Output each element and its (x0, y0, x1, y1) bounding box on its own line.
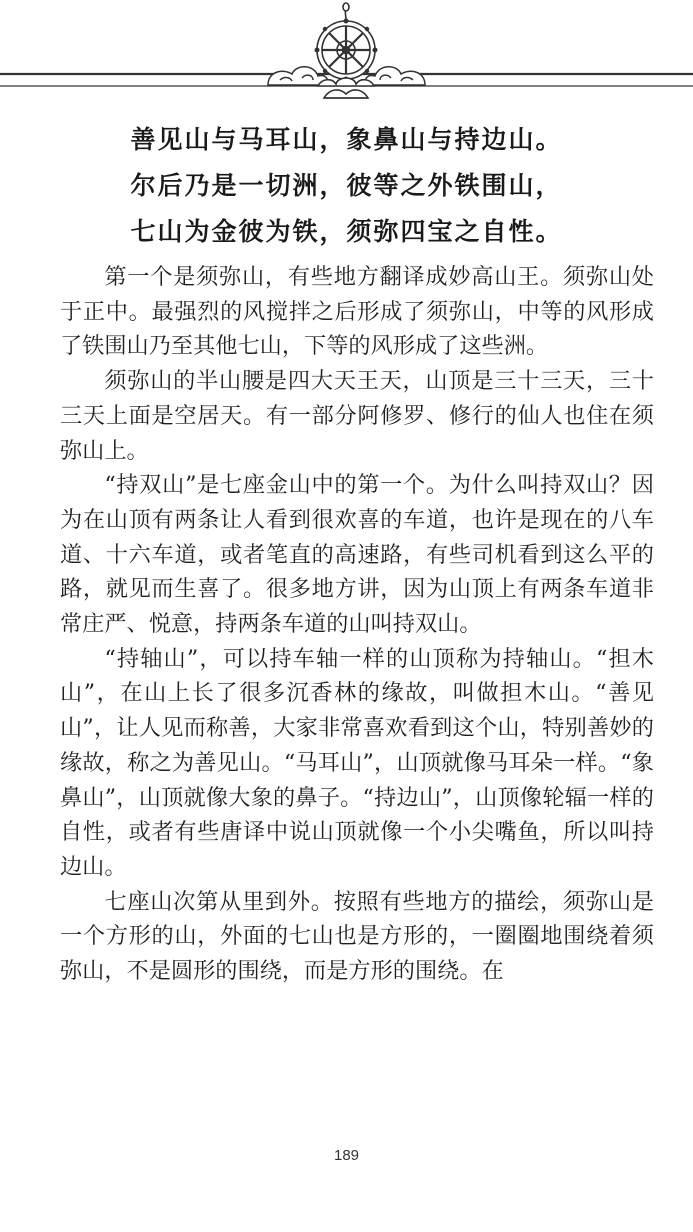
paragraph: “持双山”是七座金山中的第一个。为什么叫持双山？因为在山顶有两条让人看到很欢喜的车道，也许是现在的八车道、十六车道，或者笔直的高速路，有些司机看到这么平的路，就见而生喜了。很多地方讲，因为山顶上有两条车道非常庄严、悦意，持两条车道的山叫持双山。 (60, 472, 654, 638)
paragraph: 七座山次第从里到外。按照有些地方的描绘，须弥山是一个方形的山，外面的七山也是方形的，一圈圈地围绕着须弥山，不是圆形的围绕，而是方形的围绕。在 (60, 888, 654, 985)
verse-line: 七山为金彼为铁，须弥四宝之自性。 (130, 217, 563, 246)
verse-block (0, 117, 693, 255)
dharma-wheel-icon (315, 3, 378, 98)
page-header-ornament (0, 0, 693, 110)
verse-line: 善见山与马耳山，象鼻山与持边山。 (130, 125, 563, 154)
paragraph: 须弥山的半山腰是四大天王天，山顶是三十三天，三十三天上面是空居天。有一部分阿修罗、修行的仙人也住在须弥山上。 (60, 368, 654, 464)
left-cloud-icon (268, 67, 328, 85)
paragraph: “持轴山”，可以持车轴一样的山顶称为持轴山。“担木山”，在山上长了很多沉香林的缘故，叫做担木山。“善见山”，让人见而称善，大家非常喜欢看到这个山，特别善妙的缘故，称之为善见山。“马耳山”，山顶就像马耳朵一样。“象鼻山”，山顶就像大象的鼻子。“持边山”，山顶像轮辐一样的自性，或者有些唐译中说山顶就像一个小尖嘴鱼，所以叫持边山。 (60, 645, 654, 880)
paragraph: 第一个是须弥山，有些地方翻译成妙高山王。须弥山处于正中。最强烈的风搅拌之后形成了须弥山，中等的风形成了铁围山乃至其他七山，下等的风形成了这些洲。 (60, 264, 654, 360)
right-cloud-icon (365, 67, 425, 85)
commentary-text (60, 260, 654, 989)
verse-line: 尔后乃是一切洲，彼等之外铁围山， (130, 171, 563, 200)
page-number: 189 (333, 1147, 360, 1164)
